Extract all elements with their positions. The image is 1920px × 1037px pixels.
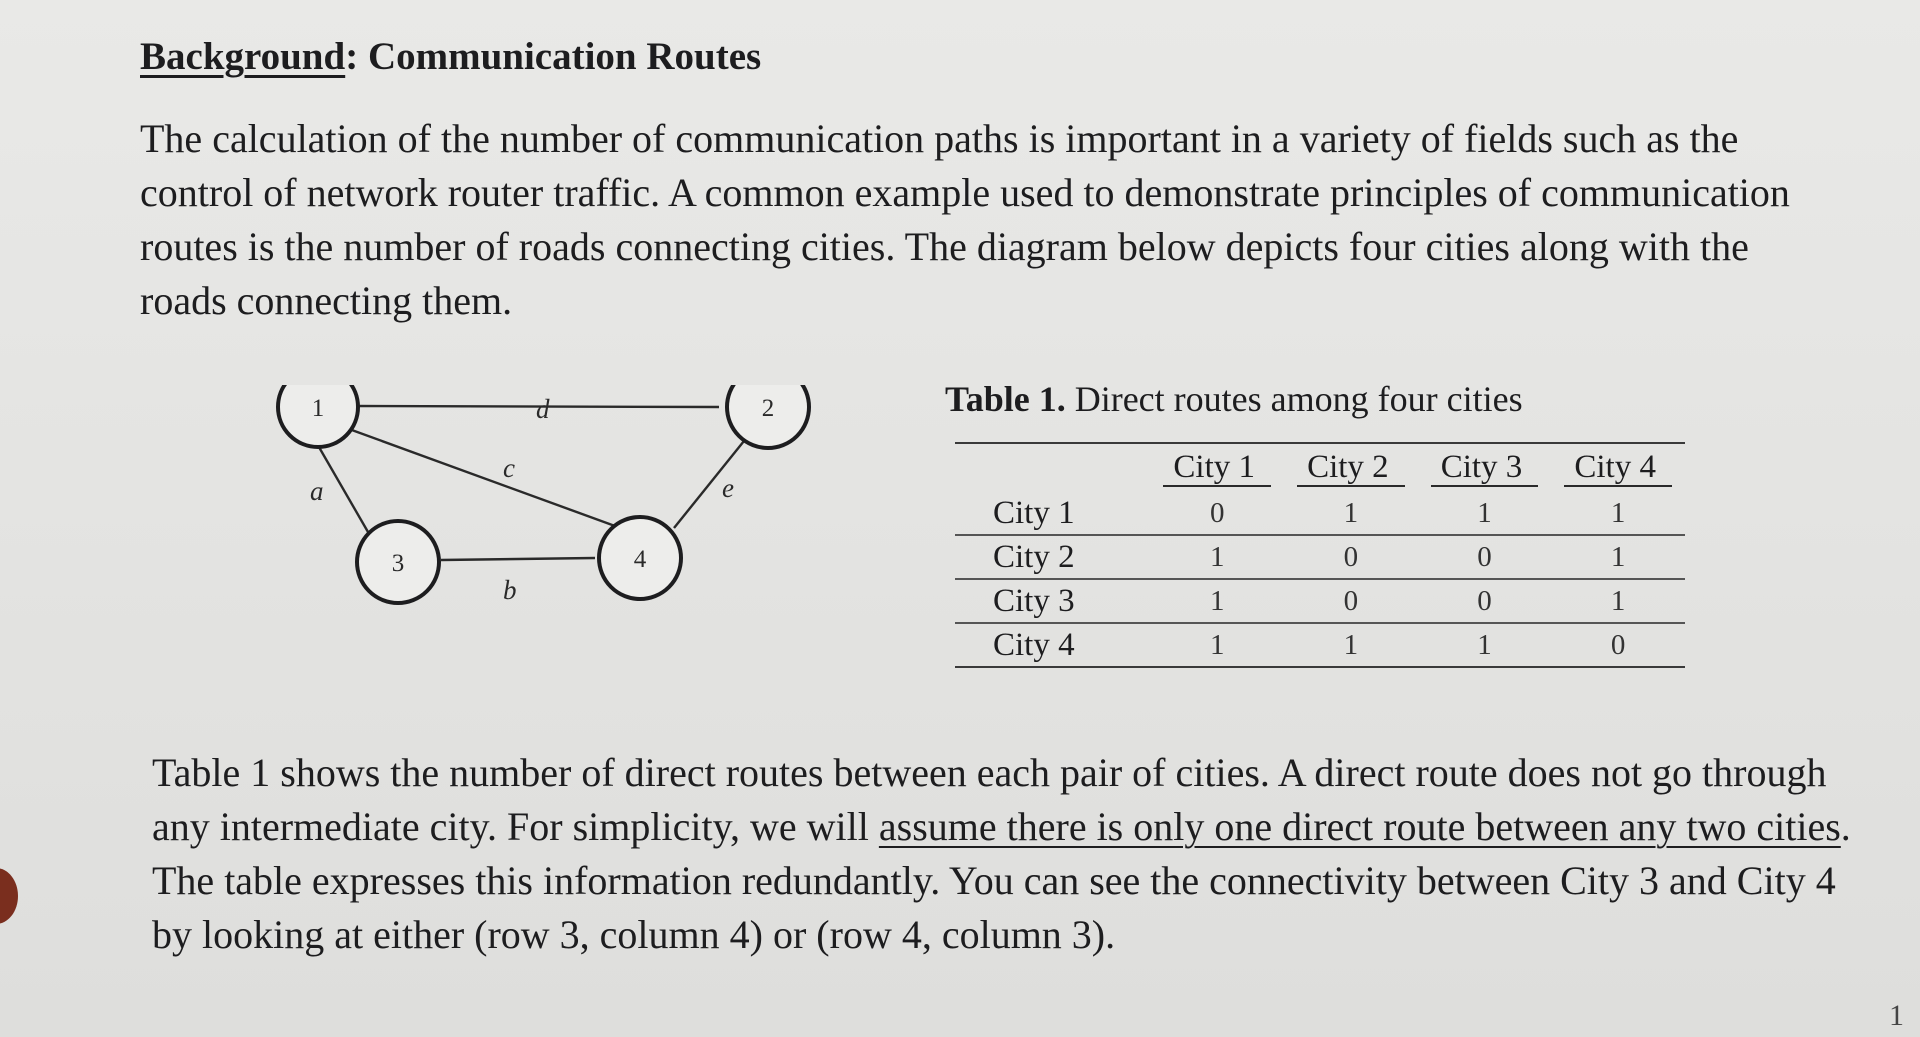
table-cell: 1	[1477, 496, 1492, 529]
table-cell: 1	[1209, 540, 1225, 573]
road-label-c: c	[503, 453, 515, 483]
road-c	[349, 429, 615, 526]
table-row	[955, 492, 1685, 535]
body-text-before: Table 1 shows the number of direct routes between each pair of cities. A direct route does not go through any intermediate city. For simplicity, we will	[152, 750, 1827, 849]
table-cell: 1	[1343, 628, 1359, 661]
table-cell: 1	[1343, 496, 1359, 529]
road-label-e: e	[722, 473, 734, 503]
table-cell: 1	[1477, 628, 1492, 661]
table-cell: 1	[1209, 584, 1225, 617]
road-e	[674, 436, 748, 528]
road-label-d: d	[536, 394, 550, 424]
table-caption-number: Table 1.	[945, 379, 1066, 419]
row-header: City 4	[993, 626, 1075, 663]
city-node-label-4: 4	[633, 546, 647, 573]
margin-object	[0, 868, 18, 924]
city-node-label-2: 2	[761, 395, 775, 422]
table-explanation-paragraph	[152, 746, 1852, 962]
column-header: City 4	[1551, 443, 1685, 492]
table-row	[955, 623, 1685, 667]
road-b	[441, 558, 595, 560]
table-caption-text: Direct routes among four cities	[1065, 379, 1523, 419]
table-cell: 0	[1610, 628, 1626, 661]
table-cell: 1	[1610, 540, 1626, 573]
table-cell: 0	[1477, 540, 1492, 573]
table-row	[955, 579, 1685, 623]
heading-title: : Communication Routes	[345, 35, 762, 78]
city-node-4	[599, 517, 681, 599]
column-header: City 1	[1150, 443, 1284, 492]
road-label-b: b	[503, 575, 517, 605]
page-number: 1	[1889, 999, 1904, 1032]
column-header: City 2	[1284, 443, 1418, 492]
road-label-a: a	[310, 476, 324, 506]
section-heading	[140, 34, 761, 79]
table-cell: 0	[1343, 584, 1359, 617]
heading-background: Background	[140, 35, 346, 78]
table-cell: 1	[1610, 584, 1626, 617]
intro-paragraph: The calculation of the number of communication paths is important in a variety of fields such as the control of network router traffic. A common example used to demonstrate principles of communication routes is the number of roads connecting cities. The diagram below depicts four cities along with the roads connecting them.	[140, 116, 1790, 323]
table-cell: 0	[1477, 584, 1492, 617]
table-caption	[945, 378, 1523, 420]
row-header: City 3	[993, 582, 1075, 619]
table-corner	[955, 443, 1150, 492]
row-header: City 2	[993, 538, 1075, 575]
table-cell: 0	[1343, 540, 1359, 573]
row-header: City 1	[993, 494, 1075, 531]
table-cell: 1	[1610, 496, 1626, 529]
city-node-1	[278, 385, 358, 447]
city-node-3	[357, 521, 439, 603]
body-text-underlined: assume there is only one direct route between any two cities	[878, 804, 1841, 849]
city-node-label-3: 3	[391, 550, 405, 577]
table-cell: 1	[1209, 628, 1225, 661]
table-cell: 0	[1209, 496, 1225, 529]
city-road-diagram	[265, 385, 825, 685]
body-text-after: . The table expresses this information redundantly. You can see the connectivity between City 3 and City 4 by looking at either (row 3, column 4) or (row 4, column 3).	[152, 804, 1851, 957]
column-header: City 3	[1418, 443, 1552, 492]
city-node-2	[727, 385, 809, 448]
direct-routes-table	[955, 442, 1685, 668]
table-row	[955, 535, 1685, 579]
city-node-label-1: 1	[311, 395, 325, 422]
table-header-row	[955, 443, 1685, 492]
